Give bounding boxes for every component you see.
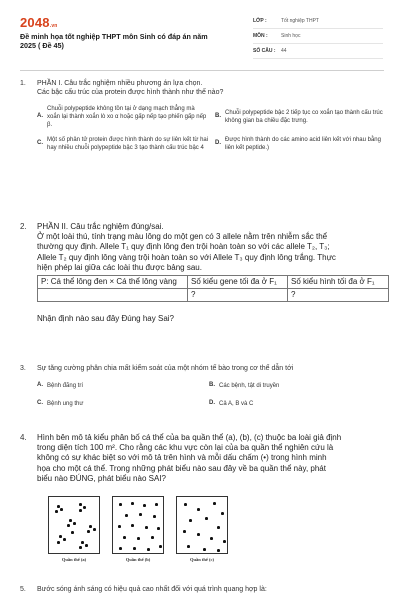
table-header-phenotype: Số kiểu hình tối đa ở F₁: [288, 276, 389, 289]
question-2: [20, 222, 390, 324]
individual-dot: [183, 530, 186, 533]
individual-dot: [203, 548, 206, 551]
individual-dot: [60, 508, 63, 511]
individual-dot: [83, 506, 86, 509]
meta-row-subject: MÔN : Sinh học: [253, 29, 383, 44]
individual-dot: [125, 514, 128, 517]
individual-dot: [119, 547, 122, 550]
individual-dot: [153, 515, 156, 518]
individual-dot: [151, 536, 154, 539]
option-c[interactable]: C. Bệnh ung thư: [37, 400, 84, 407]
individual-dot: [217, 526, 220, 529]
question-number: 2.: [20, 222, 27, 231]
individual-dot: [131, 502, 134, 505]
meta-row-count: SỐ CÂU : 44: [253, 44, 383, 59]
table-value-phenotype: ?: [288, 289, 389, 302]
individual-dot: [221, 512, 224, 515]
question-number: 5.: [20, 586, 26, 593]
individual-dot: [73, 522, 76, 525]
option-a[interactable]: A. Bệnh đãng trí: [37, 382, 84, 389]
individual-dot: [57, 541, 60, 544]
question-number: 4.: [20, 433, 27, 442]
part-title: PHẦN I. Câu trắc nghiệm nhiều phương án lựa chọn.: [37, 80, 203, 87]
question-text-line: Ở một loài thú, tính trạng màu lông do một gen có 3 allele nằm trên nhiễm sắc thể: [37, 232, 328, 242]
options: [37, 105, 390, 152]
question-number: 3.: [20, 365, 26, 372]
table-value-genotype: ?: [188, 289, 288, 302]
individual-dot: [123, 536, 126, 539]
individual-dot: [71, 531, 74, 534]
individual-dot: [55, 510, 58, 513]
individual-dot: [87, 530, 90, 533]
question-text-line: hiện phép lai giữa các loài thu được bảng sau.: [37, 262, 202, 272]
individual-dot: [67, 524, 70, 527]
individual-dot: [79, 509, 82, 512]
option-c[interactable]: C. Một số phân tử protein được hình thành do sự liên kết từ hai hay nhiều chuỗi polypeptide bậc 3 tạo thành cấu trúc bậc 4: [37, 136, 209, 151]
question-text-line: biểu nào ĐÚNG, phát biểu nào SAI?: [37, 473, 166, 483]
question-text: Bước sóng ánh sáng có hiệu quả cao nhất đối với quá trình quang hợp là:: [37, 586, 267, 593]
meta-row-grade: LỚP : Tốt nghiệp THPT: [253, 14, 383, 29]
individual-dot: [145, 526, 148, 529]
individual-dot: [133, 547, 136, 550]
individual-dot: [210, 537, 213, 540]
individual-dot: [187, 545, 190, 548]
header-divider: [20, 70, 384, 71]
individual-dot: [213, 502, 216, 505]
exam-title: Đề minh họa tốt nghiệp THPT môn Sinh có đáp án năm 2025 ( Đề 45): [20, 32, 208, 51]
individual-dot: [57, 505, 60, 508]
question-text: Sự tăng cường phân chia mất kiểm soát của một nhóm tế bào trong cơ thể dẫn tới: [37, 365, 294, 372]
question-prompt: Nhận định nào sau đây Đúng hay Sai?: [37, 314, 174, 324]
question-3: [20, 365, 390, 408]
quadrat-b: [112, 496, 164, 554]
individual-dot: [79, 546, 82, 549]
individual-dot: [89, 525, 92, 528]
quadrat-a-label: Quần thể (a): [61, 557, 87, 562]
individual-dot: [93, 528, 96, 531]
individual-dot: [157, 527, 160, 530]
option-b[interactable]: B. Chuỗi polypeptide bậc 2 tiếp tục co xoắn tạo thành cấu trúc không gian ba chiều đặc trưng.: [215, 109, 383, 124]
individual-dot: [85, 544, 88, 547]
table-header-genotype: Số kiểu gene tối đa ở F₁: [188, 276, 288, 289]
question-number: 1.: [20, 80, 26, 87]
exam-meta: [253, 14, 383, 59]
individual-dot: [205, 517, 208, 520]
individual-dot: [184, 503, 187, 506]
options: [37, 382, 390, 408]
question-text-line: không có sự khác biệt so với mô tả trên hình và mỗi dấu chấm (•) trong hình minh: [37, 453, 327, 463]
question-text-line: thường quy định. Allele T₁ quy định lông đen trội hoàn toàn so với các allele T₂, T₃;: [37, 242, 330, 252]
quadrat-a: [48, 496, 100, 554]
individual-dot: [59, 535, 62, 538]
individual-dot: [147, 548, 150, 551]
question-text-line: Allele T₂ quy định lông vàng trội hoàn toàn so với Allele T₃ quy định lông trắng. Thực: [37, 252, 336, 262]
population-distribution-figure: [48, 496, 248, 566]
option-a[interactable]: A. Chuỗi polypeptide không tồn tại ở dạng mạch thẳng mà xoắn lại thành xoắn lò xo α hoặc gấp nếp tạo phiến gấp nếp β.: [37, 105, 207, 128]
individual-dot: [131, 524, 134, 527]
question-text-line: Hình bên mô tả kiểu phân bố cá thể của ba quần thể (a), (b), (c) thuộc ba loài giả định: [37, 433, 342, 442]
individual-dot: [119, 503, 122, 506]
individual-dot: [81, 541, 84, 544]
individual-dot: [79, 503, 82, 506]
individual-dot: [197, 533, 200, 536]
individual-dot: [118, 525, 121, 528]
question-text: Các bậc cấu trúc của protein được hình thành như thế nào?: [37, 88, 224, 96]
individual-dot: [143, 504, 146, 507]
individual-dot: [189, 519, 192, 522]
part-title: PHẦN II. Câu trắc nghiệm đúng/sai.: [37, 222, 164, 231]
individual-dot: [155, 503, 158, 506]
question-5: [20, 586, 390, 595]
individual-dot: [197, 508, 200, 511]
individual-dot: [69, 519, 72, 522]
question-1: [20, 80, 390, 152]
individual-dot: [159, 545, 162, 548]
individual-dot: [217, 549, 220, 552]
quadrat-c: [176, 496, 228, 554]
document-header: [0, 0, 400, 66]
individual-dot: [137, 537, 140, 540]
quadrat-c-label: Quần thể (c): [190, 557, 214, 562]
individual-dot: [63, 538, 66, 541]
option-d[interactable]: D. Được hình thành do các amino acid liên kết với nhau bằng liên kết peptide.): [215, 136, 381, 151]
individual-dot: [139, 513, 142, 516]
table-empty-cell: [38, 289, 188, 302]
question-text-line: trong diện tích 100 m². Cho rằng các khu vực còn lại của ba quần thể nghiên cứu là: [37, 443, 334, 453]
question-4: [20, 433, 390, 484]
quadrat-b-label: Quần thể (b): [125, 557, 151, 562]
option-b[interactable]: B. Các bệnh, tật di truyền: [209, 382, 280, 389]
cross-cell: P: Cá thể lông đen × Cá thể lông vàng: [38, 276, 188, 289]
question-text-line: họa cho một cá thể. Trong những phát biểu nào sau đây về ba quần thể này, phát: [37, 463, 326, 473]
option-d[interactable]: D. Cả A, B và C: [209, 400, 254, 407]
individual-dot: [223, 540, 226, 543]
site-logo[interactable]: 2048.vn: [20, 15, 58, 30]
cross-table: [37, 275, 389, 302]
